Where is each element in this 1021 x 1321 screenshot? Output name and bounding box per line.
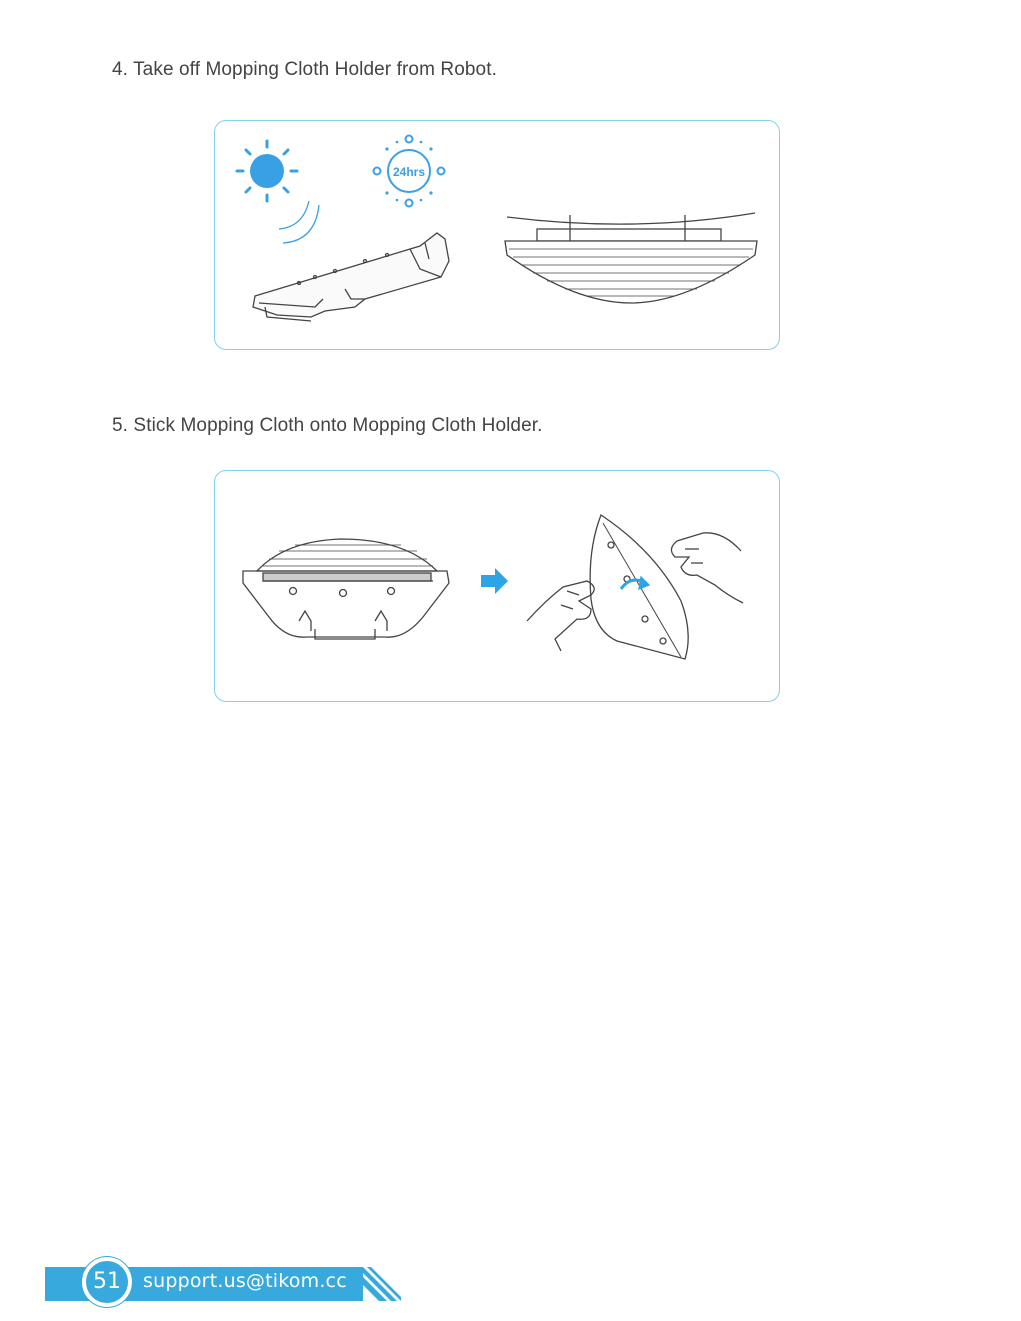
support-email-link[interactable]: support.us@tikom.cc: [143, 1270, 347, 1292]
footer-stripes-decoration: [345, 1267, 401, 1301]
mopping-cloth-holder-drawing: [253, 233, 449, 321]
step-4-title: 4. Take off Mopping Cloth Holder from Robot.: [112, 59, 497, 80]
holder-with-mop-drawing: [243, 539, 449, 639]
arrow-right-icon: [481, 568, 508, 594]
clock-24hrs-icon: [374, 136, 445, 207]
hands-attaching-cloth-drawing: [527, 515, 743, 659]
page-number: 51: [93, 1269, 121, 1294]
step-5-title: 5. Stick Mopping Cloth onto Mopping Cloth Holder.: [112, 415, 543, 436]
page-number-badge: [82, 1257, 132, 1307]
sun-icon: [237, 141, 319, 243]
step-4-illustration-panel: [214, 120, 780, 350]
step-5-illustration: [215, 471, 780, 702]
page-footer: [45, 1257, 405, 1307]
step-4-illustration: [215, 121, 780, 350]
step-5-illustration-panel: [214, 470, 780, 702]
dry-duration-label: 24hrs: [392, 165, 426, 179]
robot-mop-side-drawing: [505, 213, 757, 303]
